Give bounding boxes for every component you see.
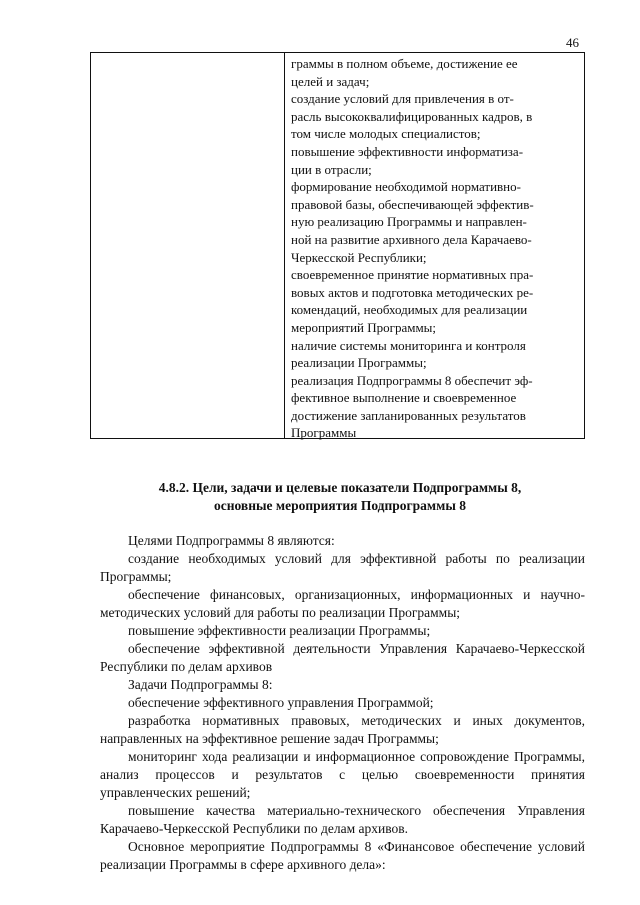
table-line: своевременное принятие нормативных пра- bbox=[291, 267, 534, 283]
table-line: вовых актов и подготовка методических ре- bbox=[291, 284, 534, 300]
table-line: комендаций, необходимых для реализации bbox=[291, 302, 528, 318]
table-line: формирование необходимой нормативно- bbox=[291, 179, 521, 195]
goals-intro: Целями Подпрограммы 8 являются: bbox=[128, 533, 335, 548]
section-heading-line: основные мероприятия Подпрограммы 8 bbox=[214, 498, 466, 513]
table-line: целей и задач; bbox=[291, 73, 370, 89]
table-line: мероприятий Программы; bbox=[291, 319, 437, 335]
table-line: ции в отрасли; bbox=[291, 161, 372, 177]
goal-item: повышение эффективности реализации Программы; bbox=[128, 623, 431, 638]
section-heading bbox=[120, 479, 560, 515]
table-line: повышение эффективности информатиза- bbox=[291, 143, 524, 159]
table-line: ную реализацию Программы и направлен- bbox=[291, 214, 527, 230]
table-line: Черкесской Республики; bbox=[291, 249, 427, 265]
table-line: ной на развитие архивного дела Карачаево- bbox=[291, 231, 532, 247]
table-left-cell bbox=[91, 53, 285, 438]
section-heading-line: 4.8.2. Цели, задачи и целевые показатели Подпрограммы 8, bbox=[158, 480, 522, 495]
table-line: правовой базы, обеспечивающей эффектив- bbox=[291, 196, 534, 212]
table-line: реализации Программы; bbox=[291, 355, 427, 371]
task-item: мониторинг хода реализации и информационное сопровождение Программы, анализ процессов и результатов с целью своевременности принятия управленческих решений; bbox=[100, 749, 585, 800]
body-text bbox=[100, 532, 585, 874]
task-item: разработка нормативных правовых, методических и иных документов, направленных на эффективное решение задач Программы; bbox=[100, 713, 585, 746]
table-line: Программы bbox=[291, 425, 357, 441]
page-number: 46 bbox=[566, 35, 579, 50]
table-line: создание условий для привлечения в от- bbox=[291, 91, 514, 107]
table-right-cell bbox=[285, 53, 584, 441]
task-item: повышение качества материально-технического обеспечения Управления Карачаево-Черкесской Республики по делам архивов. bbox=[100, 803, 585, 836]
table-line: наличие системы мониторинга и контроля bbox=[291, 337, 526, 353]
table-line: том числе молодых специалистов; bbox=[291, 126, 481, 142]
goal-item: обеспечение финансовых, организационных, информационных и научно-методических условий для работы по реализации Программы; bbox=[100, 587, 585, 620]
table-line: реализация Подпрограммы 8 обеспечит эф- bbox=[291, 372, 533, 388]
tasks-intro: Задачи Подпрограммы 8: bbox=[128, 677, 273, 692]
table-line: расль высококвалифицированных кадров, в bbox=[291, 108, 533, 124]
table-line: фективное выполнение и своевременное bbox=[291, 390, 517, 406]
main-activity: Основное мероприятие Подпрограммы 8 «Финансовое обеспечение условий реализации Программы в сфере архивного дела»: bbox=[100, 839, 585, 872]
continuation-table bbox=[90, 52, 585, 439]
goal-item: обеспечение эффективной деятельности Управления Карачаево-Черкесской Республики по делам архивов bbox=[100, 641, 585, 674]
table-line: достижение запланированных результатов bbox=[291, 407, 526, 423]
table-line: граммы в полном объеме, достижение ее bbox=[291, 56, 518, 71]
task-item: обеспечение эффективного управления Программой; bbox=[128, 695, 434, 710]
goal-item: создание необходимых условий для эффективной работы по реализации Программы; bbox=[100, 551, 585, 584]
